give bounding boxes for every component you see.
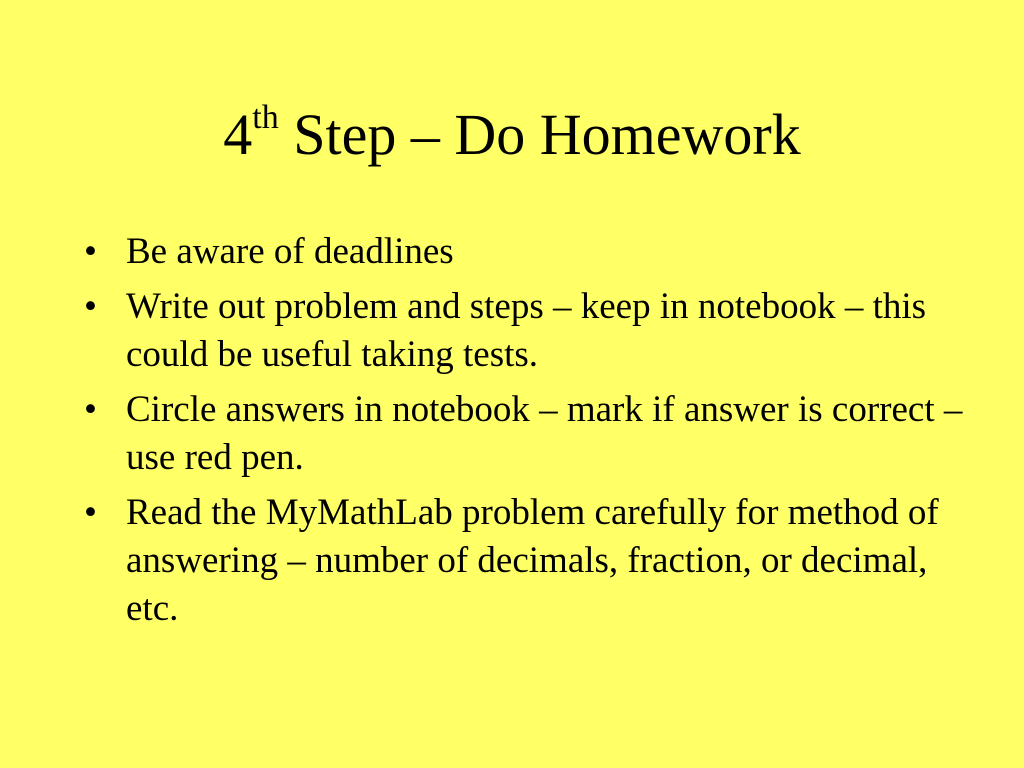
bullet-text: Read the MyMathLab problem carefully for method of answering – number of decimals, fraction, or decimal, etc. xyxy=(126,492,939,629)
bullet-item-write-out xyxy=(84,283,964,379)
bullet-marker: • xyxy=(84,286,97,327)
bullet-item-circle-answers xyxy=(84,386,964,482)
bullet-list xyxy=(84,228,964,640)
title-step-number: 4 xyxy=(223,102,253,167)
bullet-marker: • xyxy=(84,231,97,272)
bullet-item-deadlines xyxy=(84,228,964,276)
title-text: Step – Do Homework xyxy=(278,102,801,167)
bullet-text: Be aware of deadlines xyxy=(126,231,454,272)
bullet-marker: • xyxy=(84,492,97,533)
bullet-item-read-mymathlab xyxy=(84,489,964,633)
bullet-marker: • xyxy=(84,389,97,430)
bullet-text: Write out problem and steps – keep in notebook – this could be useful taking tests. xyxy=(126,286,927,375)
slide-title xyxy=(0,100,1024,170)
title-superscript: th xyxy=(252,98,279,136)
bullet-text: Circle answers in notebook – mark if answer is correct – use red pen. xyxy=(126,389,963,478)
